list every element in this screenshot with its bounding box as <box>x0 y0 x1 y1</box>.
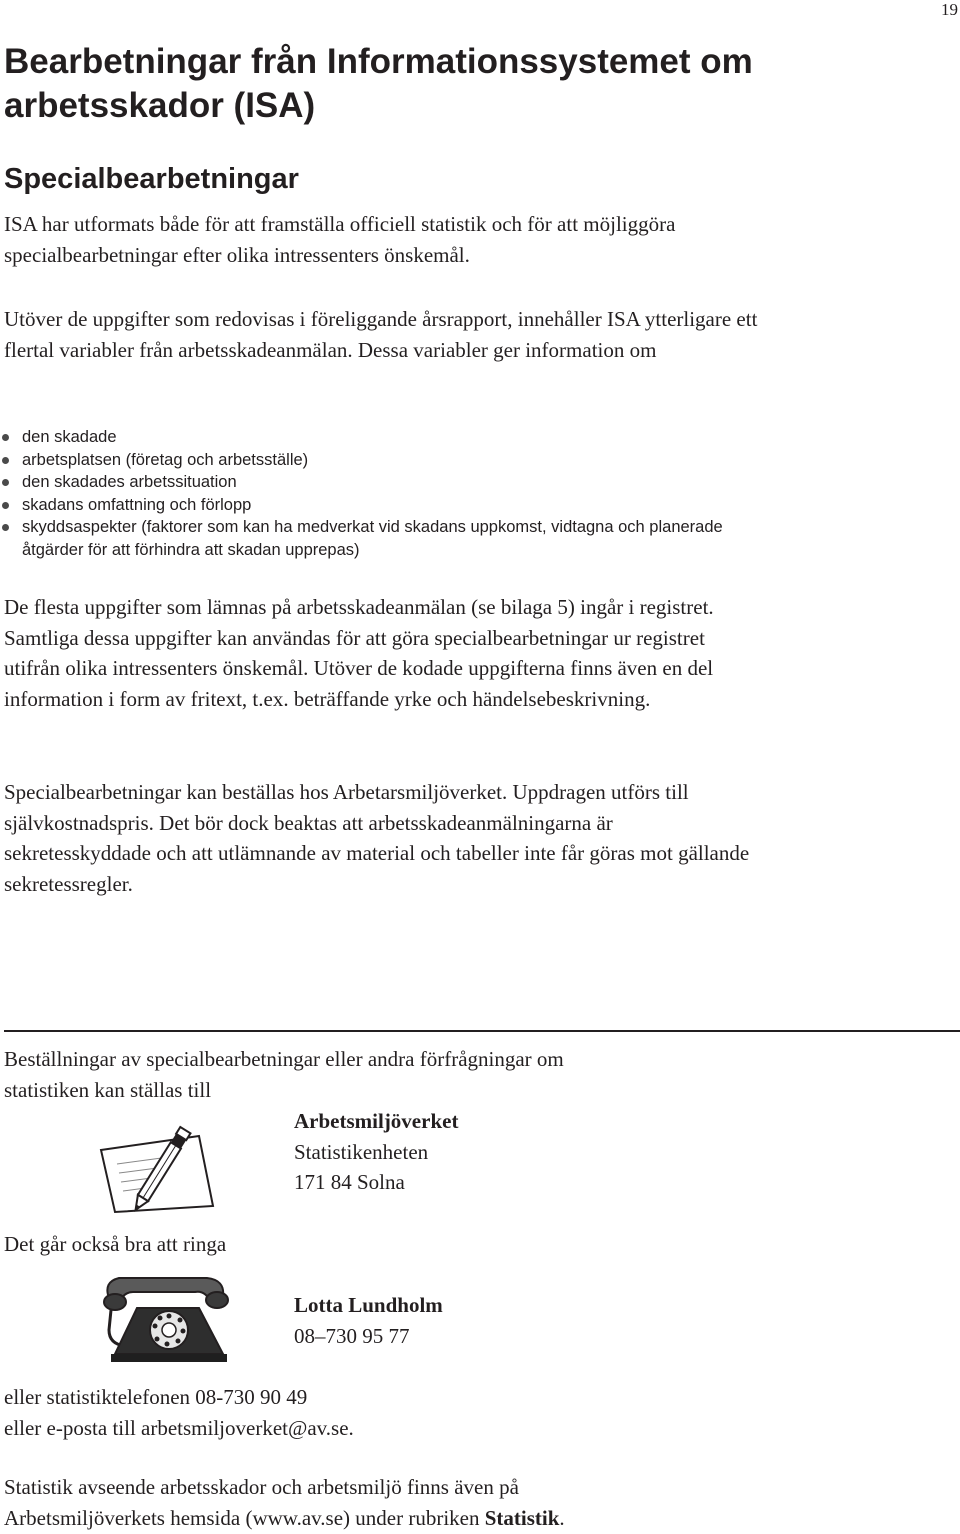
order-instructions <box>4 1044 704 1105</box>
order-line: statistiken kan ställas till <box>4 1077 212 1102</box>
address-postal: 171 84 Solna <box>294 1170 405 1195</box>
list-item-text: den skadade <box>22 428 117 446</box>
bullet-icon <box>2 434 9 441</box>
variables-paragraph: Utöver de uppgifter som redovisas i föreliggande årsrapport, innehåller ISA ytterligare ett flertal variabler från arbetsskadeanmälan. Dessa variabler ger information om <box>4 307 758 362</box>
address-organization: Arbetsmiljöverket <box>294 1109 459 1133</box>
bullet-icon <box>2 502 9 509</box>
list-item <box>0 494 770 517</box>
contact-name: Lotta Lundholm <box>294 1293 443 1317</box>
statistics-phone: eller statistiktelefonen 08-730 90 49 <box>4 1385 308 1409</box>
contact-phone: 08–730 95 77 <box>294 1323 410 1348</box>
website-note <box>4 1472 764 1533</box>
register-paragraph: De flesta uppgifter som lämnas på arbetsskadeanmälan (se bilaga 5) ingår i registret. Samtliga dessa uppgifter kan användas för att göra specialbearbetningar ur registret utifrån olika intressenters önskemål. Utöver de kodade uppgifterna finns även en del information i form av fritext, t.ex. beträffande yrke och händelsebeskrivning. <box>4 595 714 711</box>
list-item <box>0 516 770 561</box>
postal-address <box>294 1106 458 1198</box>
letter-with-pencil-icon <box>95 1120 225 1215</box>
bullet-icon <box>2 479 9 486</box>
list-item-text: skadans omfattning och förlopp <box>22 495 252 514</box>
alternative-contact <box>4 1382 354 1443</box>
bullet-icon <box>2 524 9 531</box>
information-list <box>0 426 770 561</box>
website-line: Statistik avseende arbetsskador och arbetsmiljö finns även på <box>4 1475 519 1499</box>
page-title: Bearbetningar från Informationssystemet om arbetsskador (ISA) <box>4 42 753 125</box>
page-number: 19 <box>941 0 958 19</box>
list-item-text: den skadades arbetssituation <box>22 473 237 491</box>
divider <box>4 1030 960 1032</box>
contact-person <box>294 1290 443 1351</box>
ordering-paragraph: Specialbearbetningar kan beställas hos Arbetarsmiljöverket. Uppdragen utförs till självkostnadspris. Det bör dock beaktas att arbetsskadeanmälningarna är sekretesskyddade och att utlämnande av material och tabeller inte får göras mot gällande sekretessregler. <box>4 780 750 896</box>
email-contact: eller e-posta till arbetsmiljoverket@av.se. <box>4 1415 354 1440</box>
list-item <box>0 426 770 449</box>
bullet-icon <box>2 457 9 464</box>
statistics-section-name: Statistik <box>484 1505 560 1530</box>
website-line-end: . <box>559 1505 565 1530</box>
website-line: Arbetsmiljöverkets hemsida (www.av.se) under rubriken <box>4 1505 485 1530</box>
address-unit: Statistikenheten <box>294 1139 429 1164</box>
list-item <box>0 471 770 494</box>
list-item-text: skyddsaspekter (faktorer som kan ha medverkat vid skadans uppkomst, vidtagna och planerade åtgärder för att förhindra att skadan upprepas) <box>22 518 723 559</box>
section-title: Specialbearbetningar <box>4 163 299 195</box>
call-instructions: Det går också bra att ringa <box>4 1232 227 1256</box>
order-line: Beställningar av specialbearbetningar eller andra förfrågningar om <box>4 1047 564 1071</box>
rotary-telephone-icon <box>95 1268 245 1368</box>
list-item <box>0 449 770 472</box>
list-item-text: arbetsplatsen (företag och arbetsställe) <box>22 450 309 469</box>
intro-paragraph: ISA har utformats både för att framställa officiell statistik och för att möjliggöra specialbearbetningar efter olika intressenters önskemål. <box>4 212 676 267</box>
